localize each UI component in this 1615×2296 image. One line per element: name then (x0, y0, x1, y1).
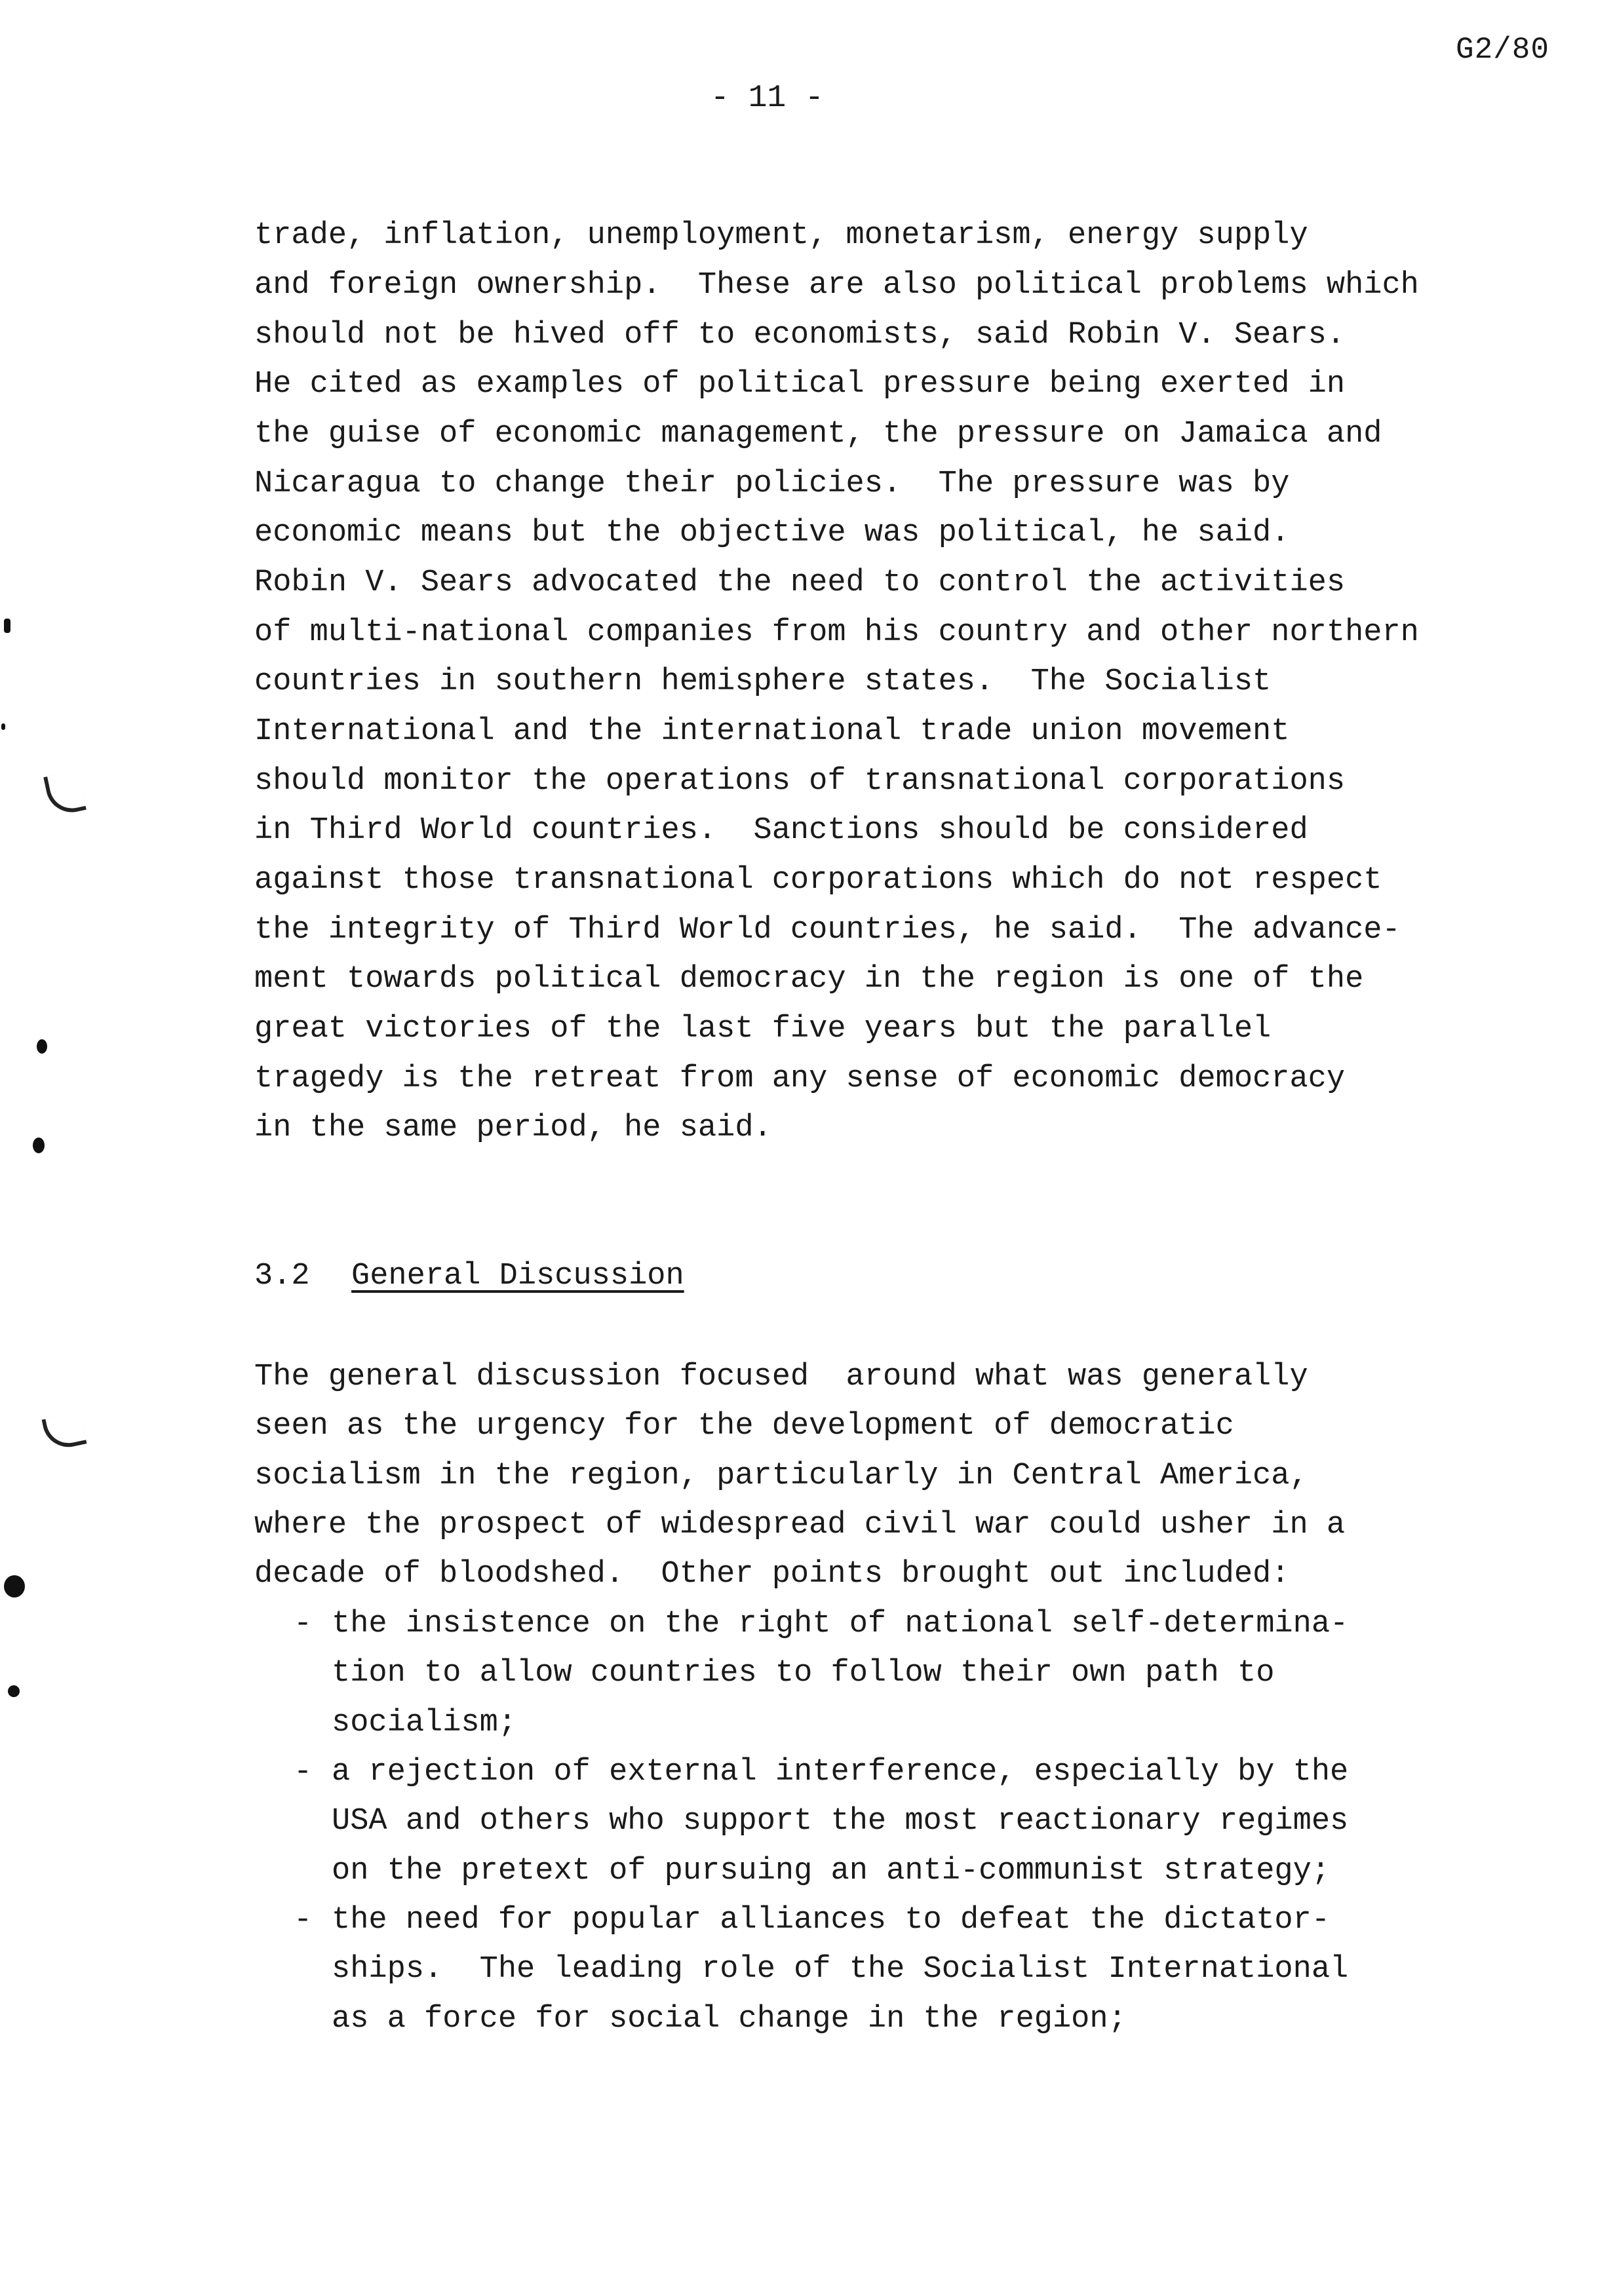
text-line: He cited as examples of political pressure being exerted in (254, 367, 1346, 402)
text-line: as a force for social change in the region; (332, 2002, 1127, 2037)
text-line: USA and others who support the most reactionary regimes (332, 1804, 1349, 1839)
text-line: ships. The leading role of the Socialist International (332, 1952, 1349, 1987)
section-number: 3.2 (254, 1259, 310, 1293)
text-line: International and the international trade union movement (254, 714, 1290, 749)
section-heading (254, 1252, 684, 1301)
text-line: on the pretext of pursuing an anti-communist strategy; (332, 1854, 1331, 1888)
text-line: economic means but the objective was political, he said. (254, 516, 1290, 550)
text-line: in Third World countries. Sanctions should be considered (254, 813, 1308, 848)
text-line: the need for popular alliances to defeat the dictator- (332, 1903, 1331, 1938)
scan-mark (33, 1138, 45, 1153)
text-line: and foreign ownership. These are also political problems which (254, 268, 1419, 303)
page-number: - 11 - (710, 81, 824, 116)
text-line: trade, inflation, unemployment, monetarism, energy supply (254, 218, 1308, 253)
text-line: Robin V. Sears advocated the need to control the activities (254, 565, 1346, 600)
scan-mark (4, 619, 10, 633)
bullet-dash: - (294, 1607, 313, 1641)
scan-mark (1, 723, 5, 730)
scan-mark (4, 1575, 25, 1598)
text-line: The general discussion focused around what was generally (254, 1360, 1308, 1394)
bullet-dash: - (294, 1755, 313, 1789)
text-line: in the same period, he said. (254, 1111, 772, 1145)
section-title: General Discussion (351, 1259, 684, 1293)
text-line: of multi-national companies from his country and other northern (254, 615, 1419, 650)
text-line: decade of bloodshed. Other points brought out included: (254, 1557, 1290, 1592)
text-line: the guise of economic management, the pressure on Jamaica and (254, 417, 1382, 451)
text-line: tion to allow countries to follow their own path to (332, 1656, 1275, 1691)
document-reference: G2/80 (1455, 33, 1549, 67)
text-line: seen as the urgency for the development of democratic (254, 1409, 1234, 1444)
text-line: should monitor the operations of transnational corporations (254, 764, 1346, 799)
text-line: ment towards political democracy in the region is one of the (254, 962, 1364, 997)
text-line: should not be hived off to economists, said Robin V. Sears. (254, 318, 1346, 353)
text-line: tragedy is the retreat from any sense of economic democracy (254, 1062, 1346, 1096)
scan-mark (37, 1039, 47, 1054)
text-line: against those transnational corporations which do not respect (254, 863, 1382, 898)
bullet-dash: - (294, 1903, 313, 1938)
text-line: countries in southern hemisphere states. The Socialist (254, 664, 1272, 699)
text-line: socialism in the region, particularly in Central America, (254, 1459, 1308, 1493)
text-line: the integrity of Third World countries, he said. The advance- (254, 913, 1401, 947)
text-line: a rejection of external interference, especially by the (332, 1755, 1349, 1789)
punch-hole-mark (41, 1411, 87, 1451)
scan-mark (8, 1685, 20, 1697)
text-line: where the prospect of widespread civil war could usher in a (254, 1508, 1346, 1542)
text-line: great victories of the last five years but the parallel (254, 1012, 1272, 1046)
punch-hole-mark (43, 770, 87, 817)
text-line: the insistence on the right of national self-determina- (332, 1607, 1349, 1641)
text-line: Nicaragua to change their policies. The pressure was by (254, 467, 1290, 501)
text-line: socialism; (332, 1706, 517, 1740)
